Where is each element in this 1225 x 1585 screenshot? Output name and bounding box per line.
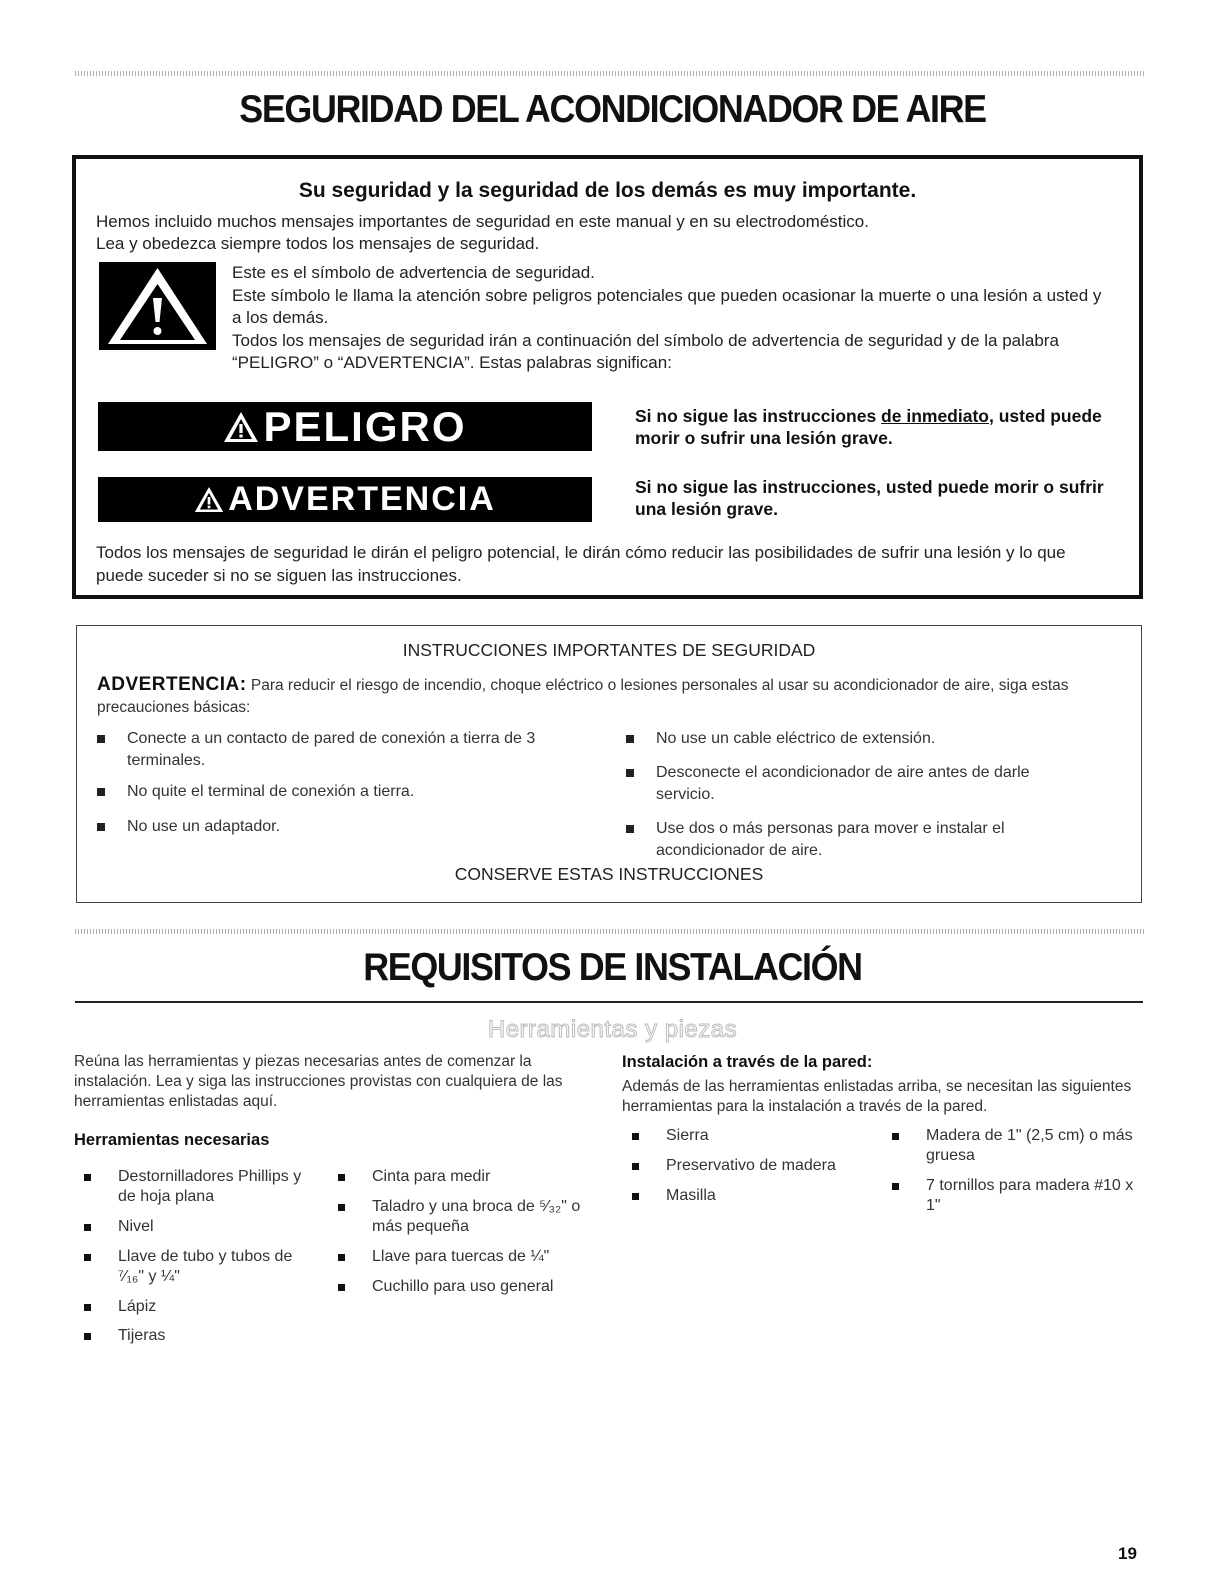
safety-intro-line-1: Hemos incluido muchos mensajes importantes de seguridad en este manual y en su electrodoméstico. [96, 212, 869, 231]
tool-item: Taladro y una broca de ⁵⁄₃₂" o más pequeña [338, 1197, 583, 1237]
page-title-safety: SEGURIDAD DEL ACONDICIONADOR DE AIRE [239, 88, 986, 131]
tool-item: Nivel [84, 1217, 319, 1237]
danger-description [635, 405, 1105, 449]
tool-item: Sierra [632, 1126, 877, 1146]
warning-description: Si no sigue las instrucciones, usted puede morir o sufrir una lesión grave. [635, 477, 1104, 519]
warning-triangle-icon [223, 411, 259, 443]
warning-banner [98, 477, 592, 522]
page-number: 19 [1118, 1544, 1137, 1563]
symbol-explanation [232, 262, 1112, 375]
through-wall-intro: Además de las herramientas enlistadas arriba, se necesitan las siguientes herramientas para la instalación a través de la pared. [622, 1078, 1132, 1115]
safety-heading: Su seguridad y la seguridad de los demás es muy importante. [298, 179, 917, 202]
instructions-footer: CONSERVE ESTAS INSTRUCCIONES [454, 864, 764, 884]
tool-item: 7 tornillos para madera #10 x 1" [892, 1176, 1137, 1216]
warning-triangle-icon [194, 486, 224, 513]
tools-required-heading: Herramientas necesarias [74, 1131, 270, 1149]
warning-word: ADVERTENCIA: [97, 674, 247, 695]
tool-item: Masilla [632, 1186, 877, 1206]
list-item: Conecte a un contacto de pared de conexión a tierra de 3 terminales. [97, 728, 597, 772]
danger-desc-pre: Si no sigue las instrucciones [635, 406, 882, 426]
subsection-title: Herramientas y piezas [487, 1016, 738, 1043]
tool-item: Llave para tuercas de ¼" [338, 1247, 583, 1267]
list-item: No use un cable eléctrico de extensión. [626, 728, 1066, 750]
danger-desc-underline: de inmediato [881, 406, 989, 426]
page-title-install: REQUISITOS DE INSTALACIÓN [363, 946, 862, 989]
important-instructions-box [76, 625, 1142, 903]
tool-item: Lápiz [84, 1297, 319, 1317]
tool-item: Llave de tubo y tubos de ⁷⁄₁₆" y ¼" [84, 1247, 319, 1287]
safety-closing-text: Todos los mensajes de seguridad le dirán el peligro potencial, le dirán cómo reducir las posibilidades de sufrir una lesión y lo que puede suceder si no se siguen las instrucciones. [96, 543, 1066, 585]
list-item: Use dos o más personas para mover e instalar el acondicionador de aire. [626, 818, 1066, 862]
warning-text: Para reducir el riesgo de incendio, choque eléctrico o lesiones personales al usar su acondicionador de aire, siga estas precauciones básicas: [97, 677, 1069, 716]
tool-item: Preservativo de madera [632, 1156, 877, 1176]
warning-label: ADVERTENCIA [228, 480, 496, 518]
section-divider [75, 1001, 1143, 1003]
danger-banner [98, 402, 592, 451]
list-item: No use un adaptador. [97, 816, 597, 838]
tool-item: Cuchillo para uso general [338, 1277, 583, 1297]
tool-item: Destornilladores Phillips y de hoja plana [84, 1167, 319, 1207]
through-wall-heading: Instalación a través de la pared: [622, 1053, 873, 1071]
symbol-text-3: Todos los mensajes de seguridad irán a continuación del símbolo de advertencia de seguridad y de la palabra “PELIGRO” o “ADVERTENCIA”. Estas palabras significan: [232, 330, 1059, 372]
list-item: Desconecte el acondicionador de aire antes de darle servicio. [626, 762, 1066, 806]
danger-label: PELIGRO [263, 402, 467, 450]
tool-item: Tijeras [84, 1326, 319, 1346]
safety-intro-line-2: Lea y obedezca siempre todos los mensajes de seguridad. [96, 234, 540, 253]
symbol-text-1: Este es el símbolo de advertencia de seguridad. [232, 263, 595, 282]
safety-alert-symbol-icon [99, 262, 216, 350]
list-item: No quite el terminal de conexión a tierra. [97, 781, 597, 803]
instructions-heading: INSTRUCCIONES IMPORTANTES DE SEGURIDAD [402, 640, 816, 660]
instructions-warning [97, 674, 1127, 719]
middle-dotted-rule [75, 929, 1145, 934]
tools-intro: Reúna las herramientas y piezas necesarias antes de comenzar la instalación. Lea y siga las instrucciones provistas con cualquiera de las herramientas enlistadas aquí. [74, 1053, 563, 1110]
safety-notice-box [72, 155, 1143, 599]
danger-desc-post: , usted puede morir o sufrir una lesión grave. [635, 406, 1102, 448]
tool-item: Madera de 1" (2,5 cm) o más gruesa [892, 1126, 1137, 1166]
symbol-text-2: Este símbolo le llama la atención sobre peligros potenciales que pueden ocasionar la muerte o una lesión a usted y a los demás. [232, 285, 1102, 327]
tool-item: Cinta para medir [338, 1167, 583, 1187]
top-dotted-rule [75, 71, 1145, 76]
